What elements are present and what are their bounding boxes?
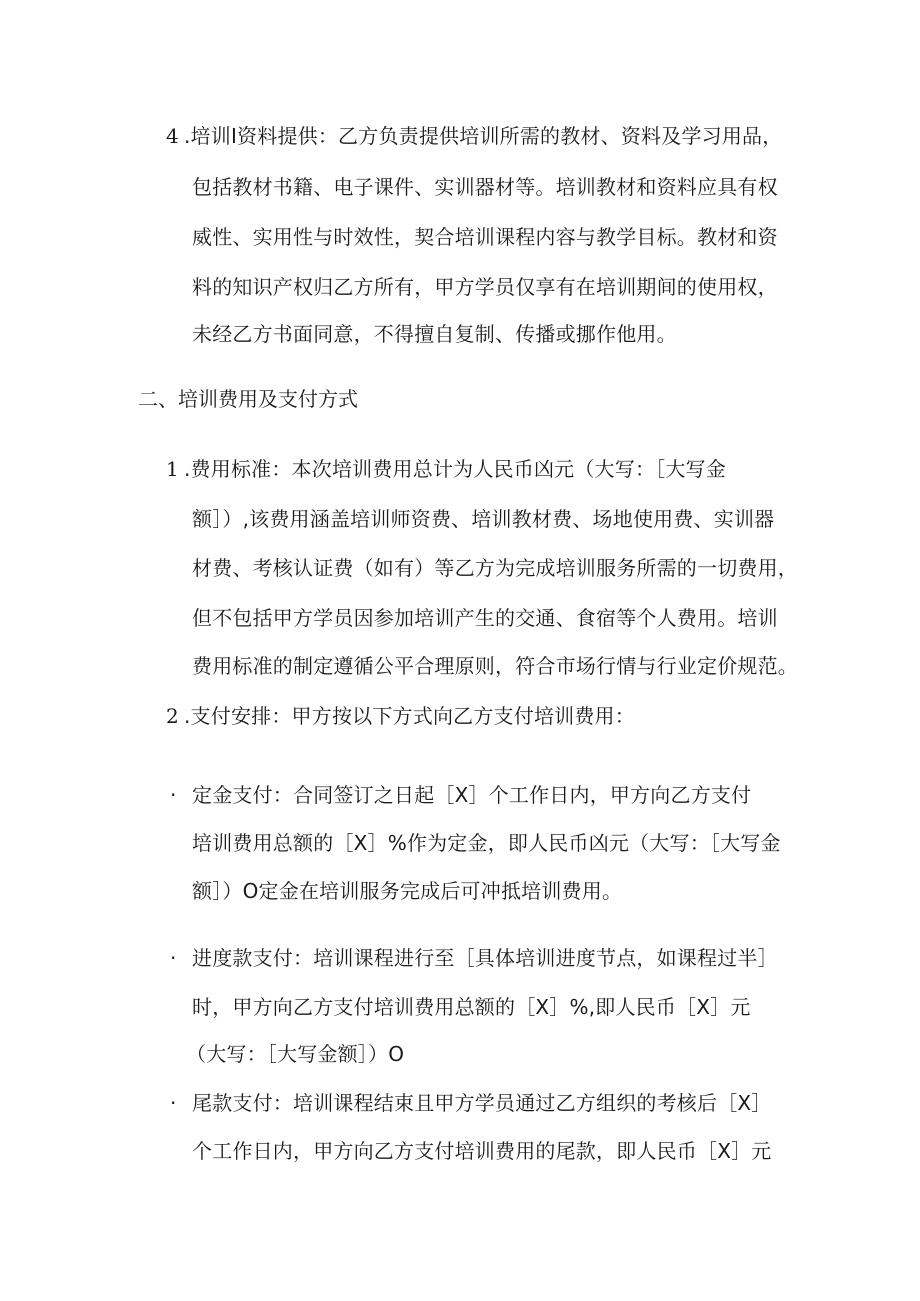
bullet-dot: ·: [170, 946, 177, 970]
item-4-line-3: 威性、实用性与时效性，契合培训课程内容与教学目标。教材和资: [192, 225, 778, 249]
bullet-1-line-2: 培训费用总额的［X］%作为定金，即人民币凶元（大写：［大写金: [192, 831, 781, 855]
item-1-line-5: 费用标准的制定遵循公平合理原则，符合市场行情与行业定价规范。: [192, 654, 798, 678]
item-1-line-4: 但不包括甲方学员因参加培训产生的交通、食宿等个人费用。培训: [192, 606, 778, 630]
bullet-dot: ·: [170, 783, 177, 807]
item-4-line-5: 未经乙方书面同意，不得擅自复制、传播或挪作他用。: [192, 322, 677, 346]
item-4-line-4: 料的知识产权归乙方所有，甲方学员仅享有在培训期间的使用权，: [192, 275, 778, 299]
bullet-2-line-3: （大写：［大写金额］）O: [186, 1042, 405, 1066]
bullet-1-line-1: 定金支付：合同签订之日起［X］个工作日内，甲方向乙方支付: [192, 783, 752, 807]
bullet-2-line-1: 进度款支付：培训课程进行至［具体培训进度节点，如课程过半］: [192, 946, 778, 970]
item-2-line-1: .支付安排：甲方按以下方式向乙方支付培训费用：: [184, 704, 635, 728]
section-2-heading: 二、培训费用及支付方式: [138, 387, 358, 411]
item-4-number: 4: [166, 124, 179, 148]
item-1-line-2: 额］）,该费用涵盖培训师资费、培训教材费、场地使用费、实训器: [192, 507, 775, 531]
item-1-line-1: .费用标准：本次培训费用总计为人民币凶元（大写：［大写金: [184, 457, 726, 481]
item-2-number: 2: [166, 704, 179, 728]
item-4-line-2: 包括教材书籍、电子课件、实训器材等。培训教材和资料应具有权: [192, 175, 778, 199]
bullet-3-line-1: 尾款支付：培训课程结束且甲方学员通过乙方组织的考核后［X］: [192, 1091, 772, 1115]
bullet-1-line-3: 额］）O定金在培训服务完成后可冲抵培训费用。: [192, 879, 623, 903]
item-1-number: 1: [166, 457, 179, 481]
bullet-3-line-2: 个工作日内，甲方向乙方支付培训费用的尾款，即人民币［X］元: [192, 1139, 772, 1163]
bullet-2-line-2: 时，甲方向乙方支付培训费用总额的［X］%,即人民币［X］元: [192, 995, 751, 1019]
item-4-line-1: .培训I资料提供：乙方负责提供培训所需的教材、资料及学习用品，: [184, 124, 783, 148]
item-1-line-3: 材费、考核认证费（如有）等乙方为完成培训服务所需的一切费用，: [192, 556, 798, 580]
bullet-dot: ·: [170, 1091, 177, 1115]
